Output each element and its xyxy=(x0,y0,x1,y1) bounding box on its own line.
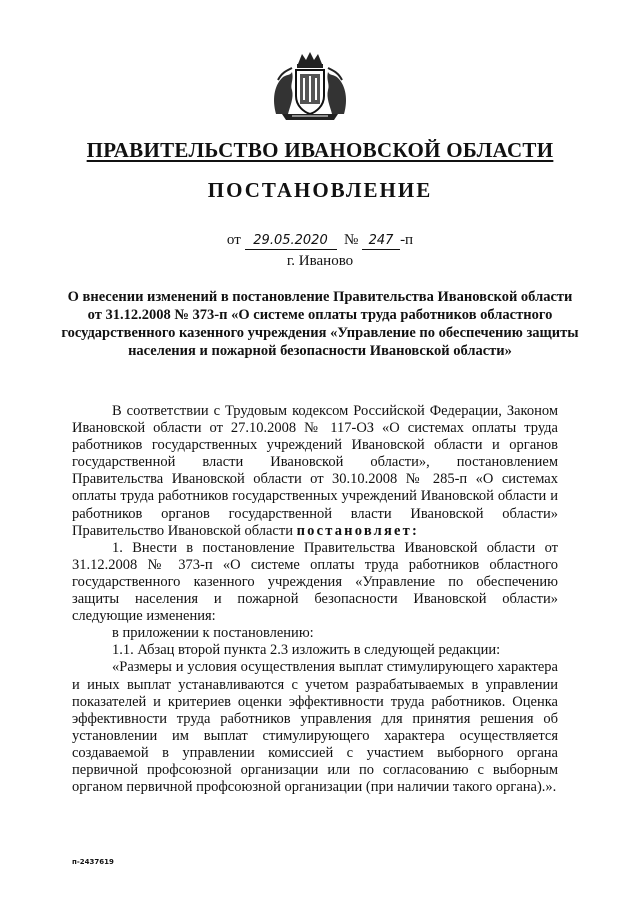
preamble-text: В соответствии с Трудовым кодексом Российской Федерации, Законом Ивановской области от 27.10.2008 № 117-ОЗ «О системах оплаты труда работников государственных учреждений Ивановской области и органов государственной власти Ивановской области», постановлением Правительства Ивановской области от 30.10.2008 № 285-п «О системах оплаты труда работников государственных учреждений Ивановской области и работников органов государственной власти Ивановской области» Правительство Ивановской области xyxy=(72,403,558,539)
handwritten-number: 247 xyxy=(362,233,400,250)
handwritten-date: 29.05.2020 xyxy=(245,233,337,250)
organization-title: ПРАВИТЕЛЬСТВО ИВАНОВСКОЙ ОБЛАСТИ xyxy=(86,138,554,162)
quote-paragraph: «Размеры и условия осуществления выплат стимулирующего характера и иных выплат устанавливаются с учетом разрабатываемых в управлении показателей и критериев оценки эффективности труда работников. Оценка эффективности труда работников управления для принятия решения об установлении им выплат стимулирующего характера осуществляется создаваемой в управлении комиссией с участием выборного органа первичной профсоюзной организации или по согласованию с выборным органом первичной профсоюзной организации (при наличии такого органа).». xyxy=(72,659,558,796)
document-type: ПОСТАНОВЛЕНИЕ xyxy=(207,178,433,202)
coat-of-arms-icon xyxy=(268,50,352,124)
footer-code: п-2437619 xyxy=(72,858,114,866)
date-number-line xyxy=(0,232,640,250)
document-body xyxy=(72,403,558,796)
item-1-paragraph: 1. Внести в постановление Правительства Ивановской области от 31.12.2008 № 373-п «О системе оплаты труда работников областного государственного казенного учреждения «Управление по обеспечению защиты населения и пожарной безопасности Ивановской области» следующие изменения: xyxy=(72,539,558,625)
item-1-1-paragraph: 1.1. Абзац второй пункта 2.3 изложить в следующей редакции: xyxy=(112,642,501,659)
number-sign: № xyxy=(344,232,359,248)
appendix-paragraph: в приложении к постановлению: xyxy=(112,625,314,642)
decree-word: постановляет: xyxy=(296,522,420,539)
city: г. Иваново xyxy=(286,253,354,269)
preamble-paragraph xyxy=(72,403,558,540)
date-prefix: от xyxy=(226,232,241,248)
number-suffix: -п xyxy=(400,232,414,248)
document-subject: О внесении изменений в постановление Правительства Ивановской области от 31.12.2008 № 373-п «О системе оплаты труда работников областного государственного казенного учреждения «Управление по обеспечению защиты населения и пожарной безопасности Ивановской области» xyxy=(61,289,579,359)
